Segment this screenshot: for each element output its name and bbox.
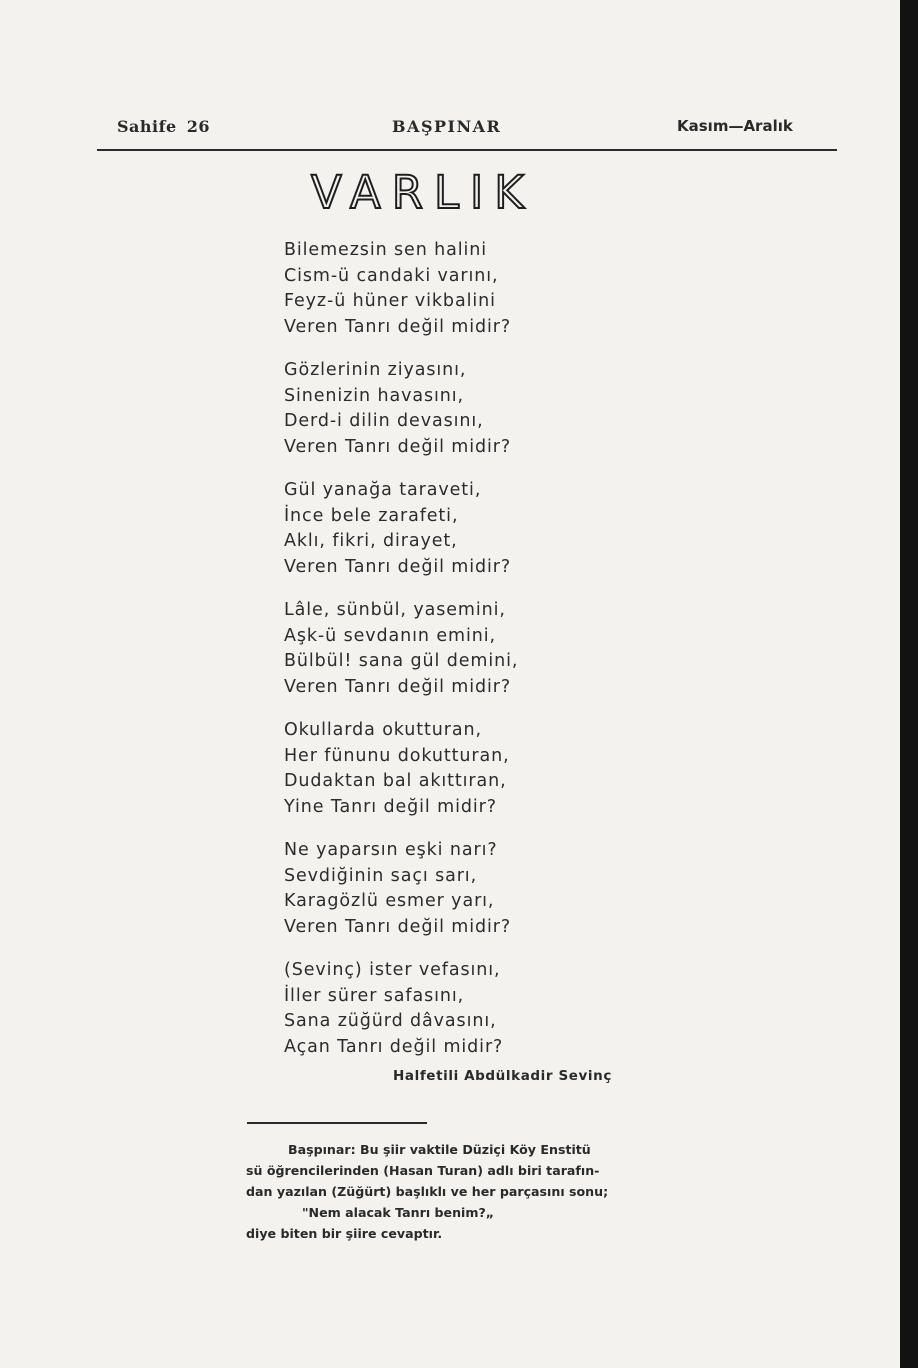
- poem-line: Veren Tanrı değil midir?: [284, 316, 512, 337]
- poem-line: Karagözlü esmer yarı,: [284, 891, 495, 911]
- poem-line: Veren Tanrı değil midir?: [284, 916, 512, 937]
- footnote-line: Başpınar: Bu şiir vaktile Düziçi Köy Enstitü: [288, 1142, 591, 1157]
- footnote-line: sü öğrencilerinden (Hasan Turan) adlı biri tarafın-: [246, 1163, 600, 1178]
- poem-line: Veren Tanrı değil midir?: [284, 436, 512, 457]
- poem-line: Aklı, fikri, dirayet,: [284, 531, 458, 551]
- poem-line: Derd-i dilin devasını,: [284, 411, 484, 431]
- poem-line: Ne yaparsın eşki narı?: [284, 840, 498, 860]
- stanza: [284, 238, 664, 340]
- poem-line: İnce bele zarafeti,: [284, 505, 459, 526]
- page-label-text: Sahife: [117, 117, 177, 136]
- poem-body: [284, 238, 664, 1078]
- poem-line: Veren Tanrı değil midir?: [284, 556, 512, 577]
- page-edge-shadow: [900, 0, 918, 1368]
- footnote-line: "Nem alacak Tanrı benim?„: [302, 1205, 495, 1220]
- poem-line: İller sürer safasını,: [284, 985, 465, 1006]
- poem-line: Okullarda okutturan,: [284, 720, 482, 740]
- stanza: [284, 838, 664, 940]
- stanza: [284, 478, 664, 580]
- author-signature: Halfetili Abdülkadir Sevinç: [393, 1068, 612, 1084]
- poem-line: Veren Tanrı değil midir?: [284, 676, 512, 697]
- page-header: [97, 112, 839, 152]
- issue-date: Kasım—Aralık: [677, 117, 793, 135]
- poem-line: Sevdiğinin saçı sarı,: [284, 865, 478, 886]
- header-rule: [97, 149, 837, 151]
- stanza: [284, 598, 664, 700]
- poem-line: Dudaktan bal akıttıran,: [284, 771, 507, 791]
- stanza: [284, 358, 664, 460]
- poem-line: Bilemezsin sen halini: [284, 240, 488, 260]
- poem-line: Aşk-ü sevdanın emini,: [284, 625, 496, 646]
- poem-line: Açan Tanrı değil midir?: [284, 1036, 504, 1057]
- poem-title: VARLIK: [311, 166, 535, 219]
- poem-line: Feyz-ü hüner vikbalini: [284, 291, 496, 311]
- poem-line: Sinenizin havasını,: [284, 385, 464, 406]
- stanza: [284, 718, 664, 820]
- footnote-line: dan yazılan (Züğürt) başlıklı ve her parçasını sonu;: [246, 1184, 609, 1199]
- footnote: [246, 1139, 746, 1244]
- footnote-rule: [247, 1122, 427, 1124]
- journal-name: BAŞPINAR: [392, 117, 502, 136]
- poem-line: Cism-ü candaki varını,: [284, 265, 499, 286]
- poem-line: Yine Tanrı değil midir?: [284, 796, 497, 817]
- footnote-line: diye biten bir şiire cevaptır.: [246, 1226, 443, 1241]
- poem-line: Gözlerinin ziyasını,: [284, 360, 467, 380]
- poem-line: (Sevinç) ister vefasını,: [284, 960, 501, 980]
- poem-line: Gül yanağa taraveti,: [284, 480, 482, 500]
- stanza: [284, 958, 664, 1060]
- poem-line: Lâle, sünbül, yasemini,: [284, 600, 506, 620]
- page-label: [117, 117, 210, 136]
- poem-line: Bülbül! sana gül demini,: [284, 651, 519, 671]
- poem-line: Sana züğürd dâvasını,: [284, 1011, 497, 1031]
- poem-line: Her fünunu dokutturan,: [284, 745, 510, 766]
- page-number: 26: [186, 117, 210, 136]
